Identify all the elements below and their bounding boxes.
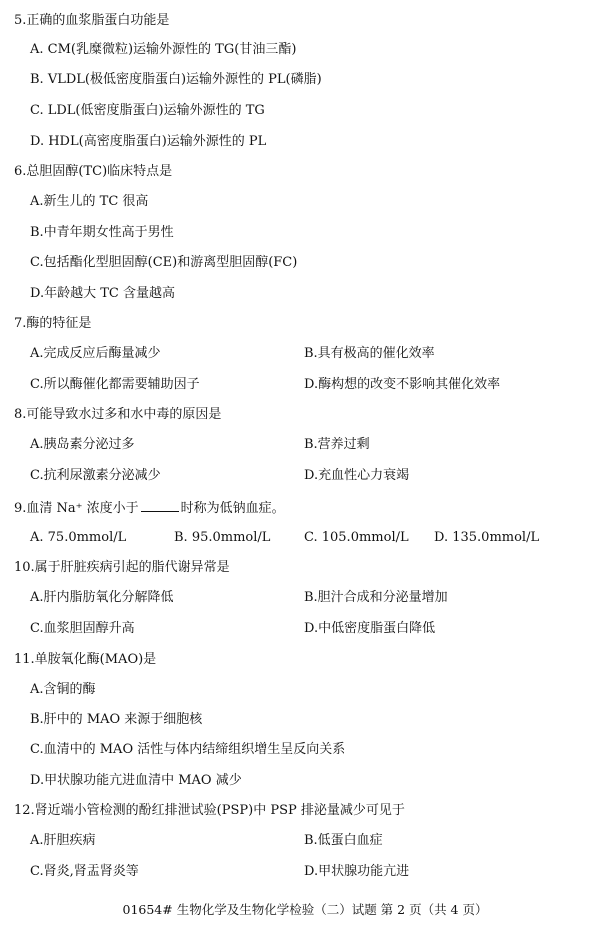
question-10-stem: 10.属于肝脏疾病引起的脂代谢异常是 [14, 560, 230, 575]
question-6-option-c: C.包括酯化型胆固醇(CE)和游离型胆固醇(FC) [30, 255, 298, 270]
question-5-option-b: B. VLDL(极低密度脂蛋白)运输外源性的 PL(磷脂) [30, 72, 322, 87]
question-7-option-c: C.所以酶催化都需要辅助因子 [30, 377, 200, 392]
question-7-option-b: B.具有极高的催化效率 [304, 346, 435, 361]
question-5-option-c: C. LDL(低密度脂蛋白)运输外源性的 TG [30, 103, 265, 118]
question-8-option-c: C.抗利尿激素分泌减少 [30, 468, 161, 483]
question-8-option-d: D.充血性心力衰竭 [304, 468, 410, 483]
question-9-option-d: D. 135.0mmol/L [434, 530, 540, 545]
question-11-stem: 11.单胺氧化酶(MAO)是 [14, 652, 157, 667]
question-11-option-a: A.含铜的酶 [30, 682, 96, 697]
page-footer: 01654# 生物化学及生物化学检验（二）试题 第 2 页（共 4 页） [122, 902, 488, 917]
question-6-option-d: D.年龄越大 TC 含量越高 [30, 286, 175, 301]
question-9-stem [14, 499, 285, 517]
answer-blank [141, 499, 179, 512]
question-9-option-b: B. 95.0mmol/L [174, 530, 271, 545]
question-5-stem: 5.正确的血浆脂蛋白功能是 [14, 13, 170, 28]
question-12-option-a: A.肝胆疾病 [30, 833, 96, 848]
question-10-option-d: D.中低密度脂蛋白降低 [304, 621, 436, 636]
question-12-option-c: C.肾炎,肾盂肾炎等 [30, 864, 139, 879]
question-6-option-b: B.中青年期女性高于男性 [30, 225, 174, 240]
question-8-option-a: A.胰岛素分泌过多 [30, 437, 135, 452]
question-7-stem: 7.酶的特征是 [14, 316, 92, 331]
question-12-option-d: D.甲状腺功能亢进 [304, 864, 410, 879]
question-9-stem-after: 时称为低钠血症。 [180, 501, 285, 516]
question-10-option-a: A.肝内脂肪氧化分解降低 [30, 590, 174, 605]
question-7-option-d: D.酶构想的改变不影响其催化效率 [304, 377, 501, 392]
question-5-option-d: D. HDL(高密度脂蛋白)运输外源性的 PL [30, 134, 267, 149]
question-10-option-c: C.血浆胆固醇升高 [30, 621, 135, 636]
question-10-option-b: B.胆汁合成和分泌量增加 [304, 590, 448, 605]
question-12-option-b: B.低蛋白血症 [304, 833, 383, 848]
question-11-option-b: B.肝中的 MAO 来源于细胞核 [30, 712, 203, 727]
question-9-option-c: C. 105.0mmol/L [304, 530, 409, 545]
question-11-option-c: C.血清中的 MAO 活性与体内结缔组织增生呈反向关系 [30, 742, 346, 757]
question-7-option-a: A.完成反应后酶量减少 [30, 346, 161, 361]
question-9-stem-before: 9.血清 Na⁺ 浓度小于 [14, 501, 139, 516]
question-11-option-d: D.甲状腺功能亢进血清中 MAO 减少 [30, 773, 242, 788]
question-9-option-a: A. 75.0mmol/L [30, 530, 127, 545]
question-6-stem: 6.总胆固醇(TC)临床特点是 [14, 164, 173, 179]
question-5-option-a: A. CM(乳糜微粒)运输外源性的 TG(甘油三酯) [30, 42, 297, 57]
question-6-option-a: A.新生儿的 TC 很高 [30, 194, 149, 209]
question-8-option-b: B.营养过剩 [304, 437, 370, 452]
question-12-stem: 12.肾近端小管检测的酚红排泄试验(PSP)中 PSP 排泌量减少可见于 [14, 803, 405, 818]
question-8-stem: 8.可能导致水过多和水中毒的原因是 [14, 407, 222, 422]
